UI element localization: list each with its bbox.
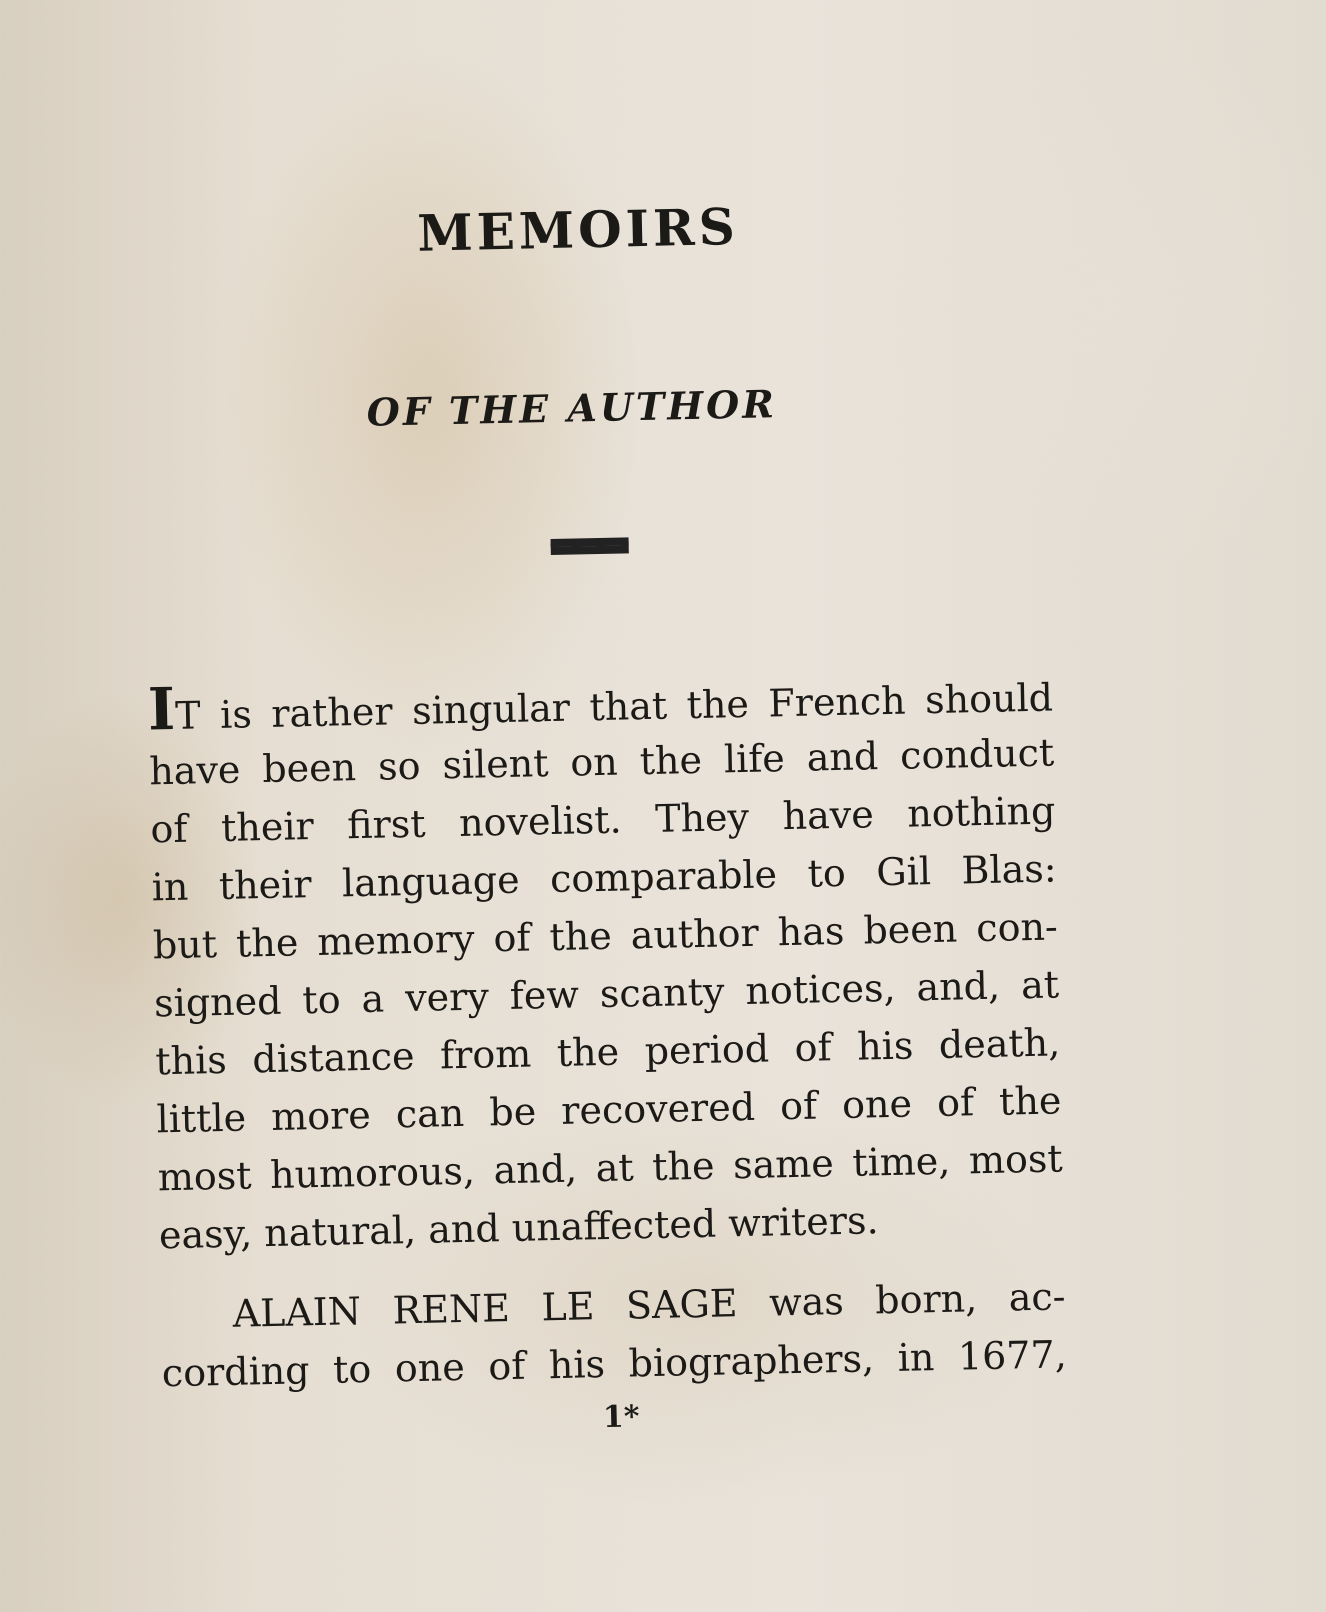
- double-rule-divider: [551, 537, 629, 547]
- drop-cap: I: [147, 674, 176, 744]
- text-line: but the memory of the author has been con-: [152, 904, 1059, 968]
- page-number: 1*: [602, 1399, 640, 1436]
- text-line: little more can be recovered of one of the: [156, 1078, 1062, 1142]
- text-line: easy, natural, and unaffected writers.: [158, 1198, 879, 1258]
- text-line: in their language comparable to Gil Blas:: [151, 846, 1057, 910]
- text-line: [147, 670, 1054, 744]
- text-line: most humorous, and, at the same time, most: [157, 1136, 1064, 1200]
- text-line: ALAIN RENE LE SAGE was born, ac-: [232, 1274, 1066, 1336]
- text-line: have been so silent on the life and conduct: [148, 730, 1055, 794]
- page-title: MEMOIRS: [416, 196, 740, 263]
- text-line: of their first novelist. They have nothing: [150, 788, 1056, 852]
- text-line: cording to one of his biographers, in 1677,: [161, 1332, 1068, 1396]
- page-subtitle: OF THE AUTHOR: [366, 381, 778, 435]
- text-line-content: T is rather singular that the French should: [174, 675, 1054, 738]
- text-line: signed to a very few scanty notices, and, at: [153, 962, 1060, 1026]
- text-line: this distance from the period of his death,: [154, 1020, 1061, 1084]
